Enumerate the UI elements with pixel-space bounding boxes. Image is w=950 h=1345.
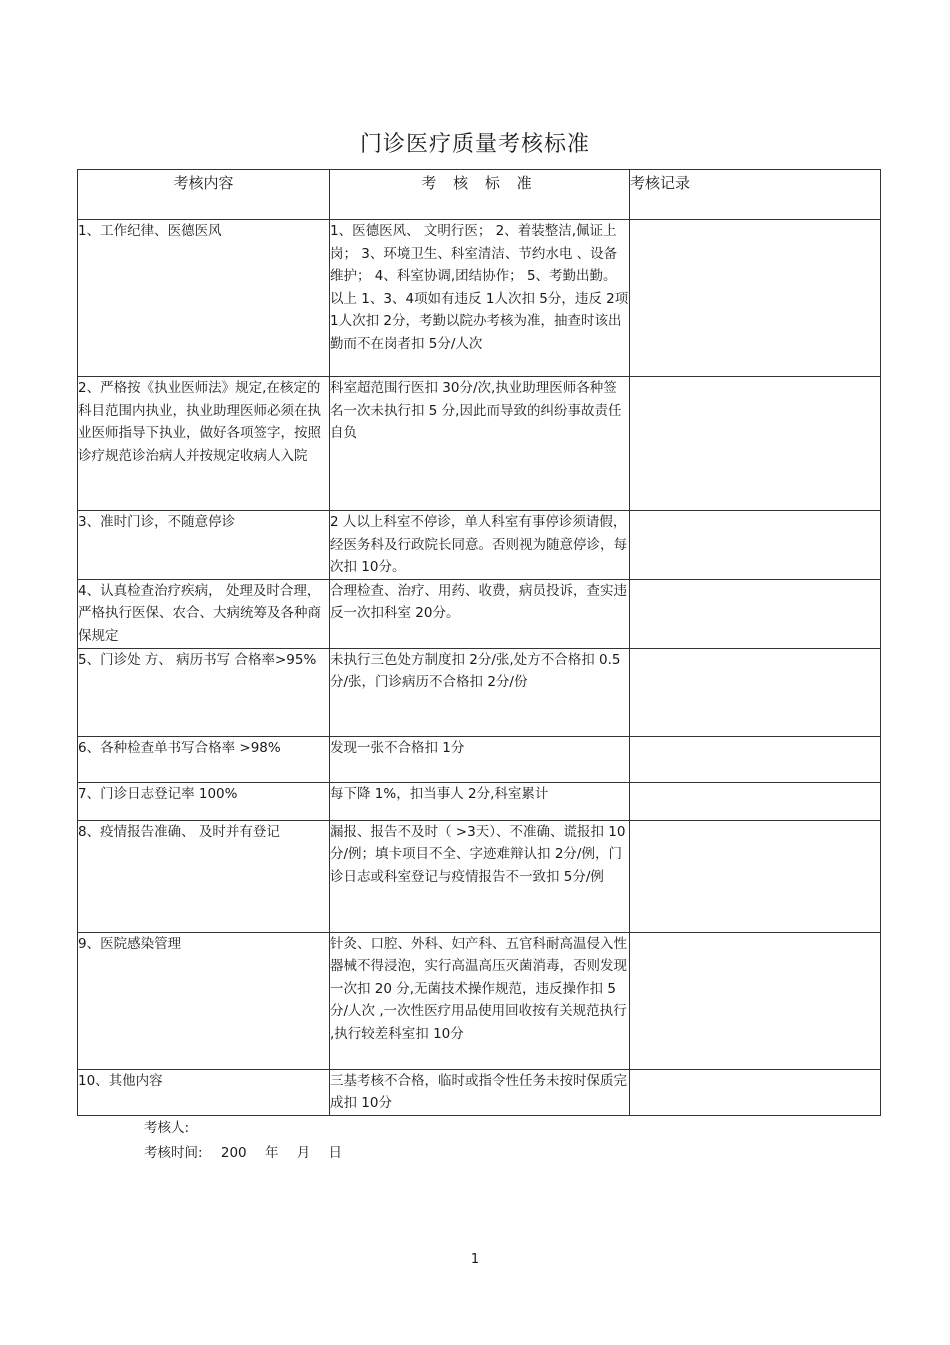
header-content: 考核内容 (78, 170, 330, 220)
row-content: 7、门诊日志登记率 100% (78, 782, 330, 820)
year-label: 年 (264, 1145, 279, 1161)
row-record[interactable] (630, 820, 881, 932)
row-content: 1、工作纪律、医德医风 (78, 220, 330, 377)
row-standard: 三基考核不合格，临时或指令性任务未按时保质完成扣 10分 (330, 1069, 630, 1115)
header-standard: 考 核 标 准 (330, 170, 630, 220)
table-row (78, 820, 881, 932)
table-row (78, 1069, 881, 1115)
row-standard: 发现一张不合格扣 1分 (330, 736, 630, 782)
month-label: 月 (296, 1145, 311, 1161)
table-row (78, 736, 881, 782)
year-value: 200 (220, 1145, 247, 1161)
row-record[interactable] (630, 932, 881, 1069)
row-standard: 未执行三色处方制度扣 2分/张,处方不合格扣 0.5分/张，门诊病历不合格扣 2分/份 (330, 648, 630, 736)
table-row (78, 579, 881, 648)
row-content: 10、其他内容 (78, 1069, 330, 1115)
row-content: 8、疫情报告准确、 及时并有登记 (78, 820, 330, 932)
assessor-line (144, 1116, 203, 1136)
table-row (78, 377, 881, 511)
assessor-label: 考核人: (144, 1120, 190, 1136)
row-record[interactable] (630, 648, 881, 736)
row-record[interactable] (630, 1069, 881, 1115)
assessment-time-line (144, 1141, 356, 1161)
row-record[interactable] (630, 220, 881, 377)
row-record[interactable] (630, 511, 881, 580)
time-label: 考核时间: (144, 1145, 203, 1161)
row-content: 3、准时门诊，不随意停诊 (78, 511, 330, 580)
header-record: 考核记录 (630, 170, 881, 220)
table-row (78, 648, 881, 736)
row-content: 6、各种检查单书写合格率 >98% (78, 736, 330, 782)
row-record[interactable] (630, 579, 881, 648)
row-standard: 2 人以上科室不停诊，单人科室有事停诊须请假，经医务科及行政院长同意。否则视为随意停诊，每次扣 10分。 (330, 511, 630, 580)
row-record[interactable] (630, 377, 881, 511)
row-content: 5、门诊处 方、 病历书写 合格率>95% (78, 648, 330, 736)
row-record[interactable] (630, 736, 881, 782)
assessment-table (77, 169, 881, 1116)
row-standard: 科室超范围行医扣 30分/次,执业助理医师各种签名一次未执行扣 5 分,因此而导致的纠纷事故责任自负 (330, 377, 630, 511)
row-content: 4、认真检查治疗疾病， 处理及时合理，严格执行医保、农合、大病统筹及各种商保规定 (78, 579, 330, 648)
row-standard: 针灸、口腔、外科、妇产科、五官科耐高温侵入性器械不得浸泡，实行高温高压灭菌消毒，否则发现一次扣 20 分,无菌技术操作规范，违反操作扣 5 分/人次 ,一次性医疗用品使用回收按有关规范执行 ,执行较差科室扣 10分 (330, 932, 630, 1069)
row-content: 2、严格按《执业医师法》规定,在核定的科目范围内执业，执业助理医师必须在执业医师指导下执业，做好各项签字，按照诊疗规范诊治病人并按规定收病人入院 (78, 377, 330, 511)
table-row (78, 220, 881, 377)
page-title: 门诊医疗质量考核标准 (359, 132, 590, 157)
row-standard: 合理检查、治疗、用药、收费，病员投诉，查实违反一次扣科室 20分。 (330, 579, 630, 648)
table-row (78, 782, 881, 820)
row-standard: 漏报、报告不及时（ >3天）、不准确、谎报扣 10分/例；填卡项目不全、字迹难辩认扣 2分/例，门诊日志或科室登记与疫情报告不一致扣 5分/例 (330, 820, 630, 932)
table-row (78, 511, 881, 580)
row-record[interactable] (630, 782, 881, 820)
row-standard: 每下降 1%，扣当事人 2分,科室累计 (330, 782, 630, 820)
row-standard: 1、医德医风、 文明行医； 2、着装整洁,佩证上岗； 3、环境卫生、科室清洁、节约水电 、设备维护； 4、科室协调,团结协作； 5、考勤出勤。以上 1、3、4项如有违反 1人次扣 5分，违反 2项1人次扣 2分，考勤以院办考核为准，抽查时该出勤而不在岗者扣 5分/人次 (330, 220, 630, 377)
row-content: 9、医院感染管理 (78, 932, 330, 1069)
page-number: 1 (470, 1252, 480, 1267)
table-row (78, 932, 881, 1069)
day-label: 日 (328, 1145, 343, 1161)
table-header-row (78, 170, 881, 220)
